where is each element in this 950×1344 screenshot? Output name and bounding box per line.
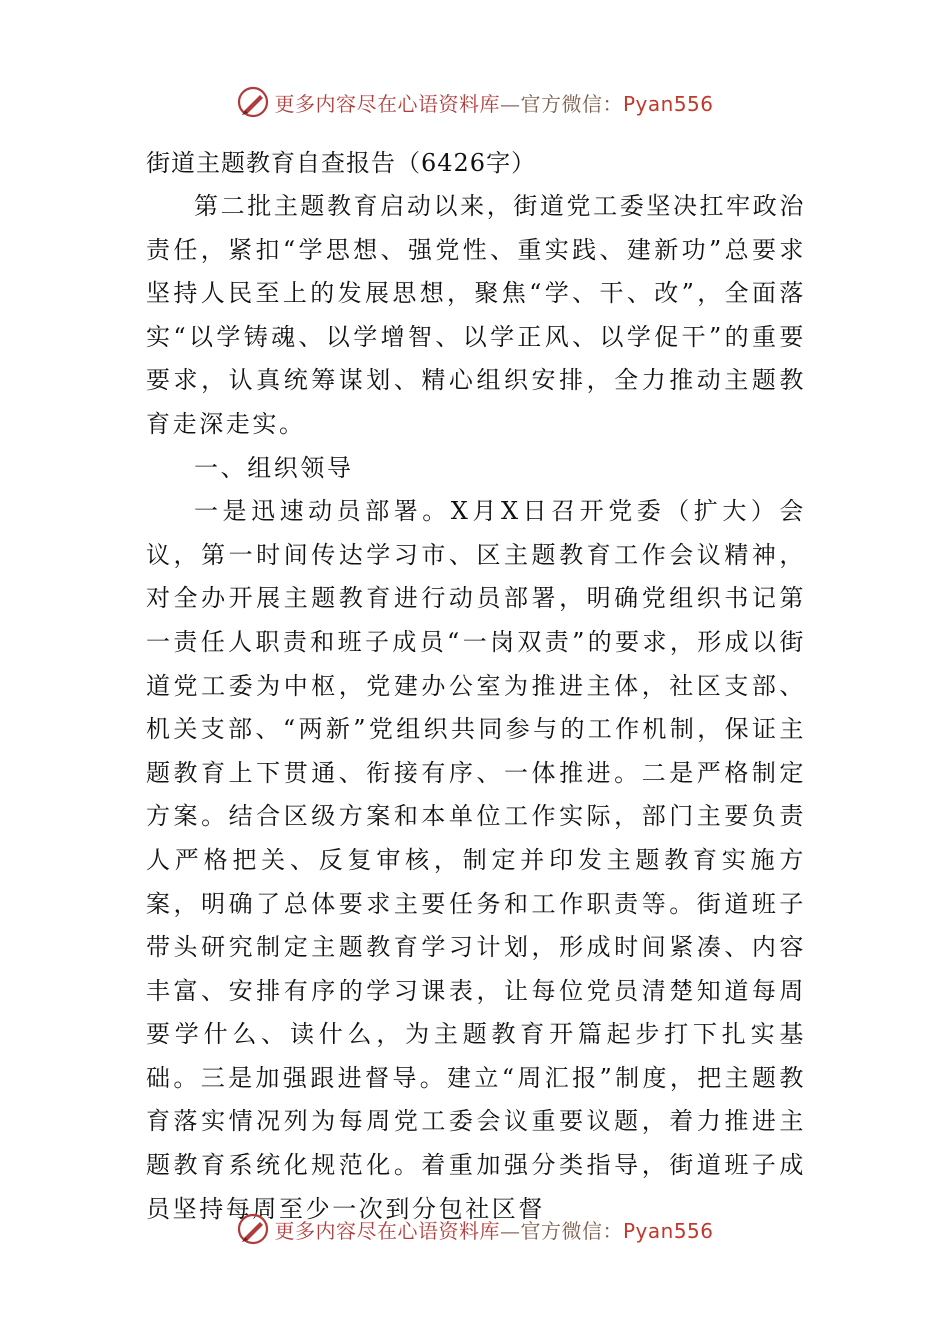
watermark-account: Pyan556 [622, 91, 714, 116]
watermark-text [274, 1215, 713, 1244]
watermark-separator: — [499, 1218, 521, 1243]
watermark-site: 更多内容尽在心语资料库 [274, 91, 500, 116]
section-heading: 一、组织领导 [194, 453, 354, 482]
watermark-text [274, 88, 713, 117]
pen-logo-icon [236, 85, 270, 119]
section-paragraph: 一是迅速动员部署。X月X日召开党委（扩大）会议，第一时间传达学习市、区主题教育工作会议精神，对全办开展主题教育进行动员部署，明确党组织书记第一责任人职责和班子成员“一岗双责”的要求，形成以街道党工委为中枢，党建办公室为推进主体，社区支部、机关支部、“两新”党组织共同参与的工作机制，保证主题教育上下贯通、衔接有序、一体推进。二是严格制定方案。结合区级方案和本单位工作实际，部门主要负责人严格把关、反复审核，制定并印发主题教育实施方案，明确了总体要求主要任务和工作职责等。街道班子带头研究制定主题教育学习计划，形成时间紧凑、内容丰富、安排有序的学习课表，让每位党员清楚知道每周要学什么、读什么，为主题教育开篇起步打下扎实基础。三是加强跟进督导。建立“周汇报”制度，把主题教育落实情况列为每周党工委会议重要议题，着力推进主题教育系统化规范化。着重加强分类指导，街道班子成员坚持每周至少一次到分包社区督 [146, 497, 806, 1223]
watermark-site: 更多内容尽在心语资料库 [274, 1218, 500, 1243]
pen-logo-icon [236, 1212, 270, 1246]
document-body [146, 141, 806, 1231]
watermark-banner-bottom [0, 1209, 950, 1249]
document-title: 街道主题教育自查报告（6426字） [146, 149, 537, 177]
watermark-banner-top [0, 82, 950, 122]
watermark-label: 官方微信： [520, 1218, 623, 1243]
intro-paragraph: 第二批主题教育启动以来，街道党工委坚决扛牢政治责任，紧扣“学思想、强党性、重实践、建新功”总要求坚持人民至上的发展思想，聚焦“学、干、改”，全面落实“以学铸魂、以学增智、以学正风、以学促干”的重要要求，认真统筹谋划、精心组织安排，全力推动主题教育走深走实。 [146, 192, 806, 438]
watermark-separator: — [499, 91, 521, 116]
watermark-label: 官方微信： [520, 91, 623, 116]
watermark-account: Pyan556 [622, 1218, 714, 1243]
